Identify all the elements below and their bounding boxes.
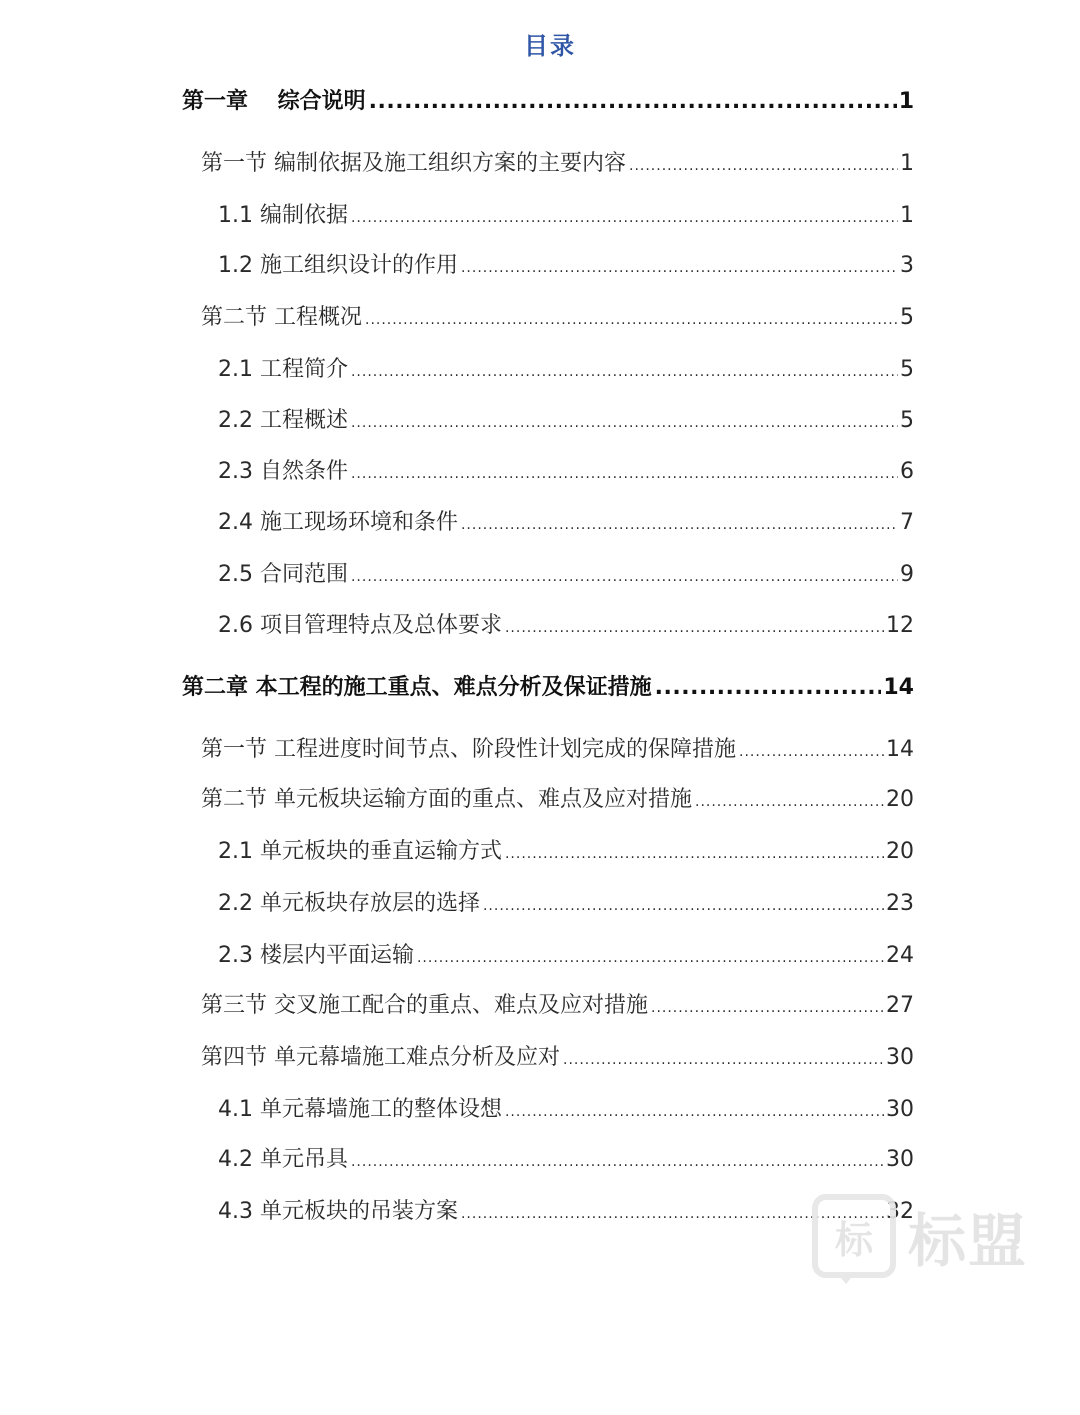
toc-subsection-2-2-2[interactable] — [218, 886, 914, 917]
toc-section-1-1[interactable] — [201, 146, 914, 177]
watermark-icon-char: 标 — [834, 1217, 873, 1262]
toc-leader-dots — [695, 794, 884, 810]
toc-page-number: 1 — [900, 203, 914, 228]
toc-entry-label: 4.2 单元吊具 — [218, 1147, 348, 1172]
toc-page-number: 5 — [900, 408, 914, 433]
toc-chapter-2[interactable] — [182, 670, 914, 701]
toc-entry-label: 2.4 施工现场环境和条件 — [218, 510, 458, 535]
toc-section-2-4[interactable] — [201, 1040, 914, 1071]
toc-leader-dots — [655, 675, 882, 700]
toc-page-number: 23 — [886, 891, 914, 916]
toc-section-2-3[interactable] — [201, 988, 914, 1019]
toc-leader-dots — [351, 1154, 884, 1170]
toc-entry-label: 2.1 工程简介 — [218, 357, 348, 382]
toc-entry-label: 2.5 合同范围 — [218, 562, 348, 587]
toc-leader-dots — [461, 260, 898, 276]
toc-leader-dots — [351, 569, 898, 585]
toc-entry-label: 1.2 施工组织设计的作用 — [218, 253, 458, 278]
toc-page-number: 20 — [886, 839, 914, 864]
toc-subsection-2-4-3[interactable] — [218, 1194, 914, 1225]
toc-leader-dots — [351, 415, 898, 431]
watermark-text: 标盟 — [908, 1207, 1029, 1275]
toc-entry-label: 4.1 单元幕墙施工的整体设想 — [218, 1097, 502, 1122]
toc-entry-label: 2.2 单元板块存放层的选择 — [218, 891, 480, 916]
toc-leader-dots — [369, 89, 897, 114]
toc-page-number: 30 — [886, 1045, 914, 1070]
toc-entry-label: 第一章 综合说明 — [182, 89, 366, 114]
toc-subsection-2-2-3[interactable] — [218, 938, 914, 969]
toc-entry-label: 第二节 工程概况 — [201, 305, 362, 330]
toc-entry-label: 第一节 工程进度时间节点、阶段性计划完成的保障措施 — [201, 737, 736, 762]
toc-entry-label: 2.3 楼层内平面运输 — [218, 943, 414, 968]
toc-leader-dots — [739, 744, 884, 760]
toc-page-number: 1 — [900, 151, 914, 176]
toc-page-number: 30 — [886, 1147, 914, 1172]
toc-leader-dots — [417, 950, 884, 966]
toc-page-number: 20 — [886, 787, 914, 812]
toc-entry-label: 第二节 单元板块运输方面的重点、难点及应对措施 — [201, 787, 692, 812]
toc-page-number: 3 — [900, 253, 914, 278]
toc-section-2-1[interactable] — [201, 732, 914, 763]
toc-leader-dots — [629, 158, 898, 174]
toc-section-1-2[interactable] — [201, 300, 914, 331]
toc-chapter-1[interactable] — [182, 84, 914, 115]
toc-subsection-2-2-1[interactable] — [218, 834, 914, 865]
toc-leader-dots — [505, 1104, 884, 1120]
toc-page-number: 5 — [900, 357, 914, 382]
toc-subsection-2-5[interactable] — [218, 557, 914, 588]
toc-subsection-1-2[interactable] — [218, 248, 914, 279]
toc-leader-dots — [351, 210, 898, 226]
toc-page-number: 27 — [886, 993, 914, 1018]
toc-entry-label: 第三节 交叉施工配合的重点、难点及应对措施 — [201, 993, 648, 1018]
toc-page-number: 1 — [898, 89, 914, 114]
watermark-logo — [812, 1194, 1028, 1278]
toc-entry-label: 1.1 编制依据 — [218, 203, 348, 228]
toc-page-number: 24 — [886, 943, 914, 968]
toc-subsection-2-4-2[interactable] — [218, 1142, 914, 1173]
toc-entry-label: 2.6 项目管理特点及总体要求 — [218, 613, 502, 638]
toc-subsection-2-2[interactable] — [218, 403, 914, 434]
toc-entry-label: 第二章 本工程的施工重点、难点分析及保证措施 — [182, 675, 652, 700]
toc-page-number: 30 — [886, 1097, 914, 1122]
toc-subsection-2-1[interactable] — [218, 352, 914, 383]
toc-entry-label: 4.3 单元板块的吊装方案 — [218, 1199, 458, 1224]
toc-leader-dots — [351, 466, 898, 482]
toc-leader-dots — [483, 898, 884, 914]
toc-entry-label: 第一节 编制依据及施工组织方案的主要内容 — [201, 151, 626, 176]
toc-page-number: 6 — [900, 459, 914, 484]
toc-leader-dots — [365, 312, 898, 328]
toc-page-number: 14 — [886, 737, 914, 762]
toc-subsection-1-1[interactable] — [218, 198, 914, 229]
toc-leader-dots — [461, 517, 898, 533]
toc-page-number: 12 — [886, 613, 914, 638]
toc-leader-dots — [563, 1052, 884, 1068]
toc-section-2-2[interactable] — [201, 782, 914, 813]
watermark-icon — [812, 1194, 896, 1278]
toc-title: 目录 — [524, 32, 576, 60]
toc-subsection-2-6[interactable] — [218, 608, 914, 639]
toc-page-number: 32 — [886, 1199, 914, 1224]
toc-subsection-2-4[interactable] — [218, 505, 914, 536]
toc-subsection-2-3[interactable] — [218, 454, 914, 485]
toc-leader-dots — [351, 364, 898, 380]
toc-entry-label: 2.3 自然条件 — [218, 459, 348, 484]
toc-page-number: 7 — [900, 510, 914, 535]
toc-entry-label: 2.1 单元板块的垂直运输方式 — [218, 839, 502, 864]
toc-page-number: 5 — [900, 305, 914, 330]
toc-entry-label: 2.2 工程概述 — [218, 408, 348, 433]
toc-subsection-2-4-1[interactable] — [218, 1092, 914, 1123]
toc-leader-dots — [505, 846, 884, 862]
toc-entry-label: 第四节 单元幕墙施工难点分析及应对 — [201, 1045, 560, 1070]
toc-leader-dots — [505, 620, 884, 636]
toc-page-number: 14 — [883, 675, 914, 700]
toc-leader-dots — [651, 1000, 884, 1016]
toc-page-number: 9 — [900, 562, 914, 587]
